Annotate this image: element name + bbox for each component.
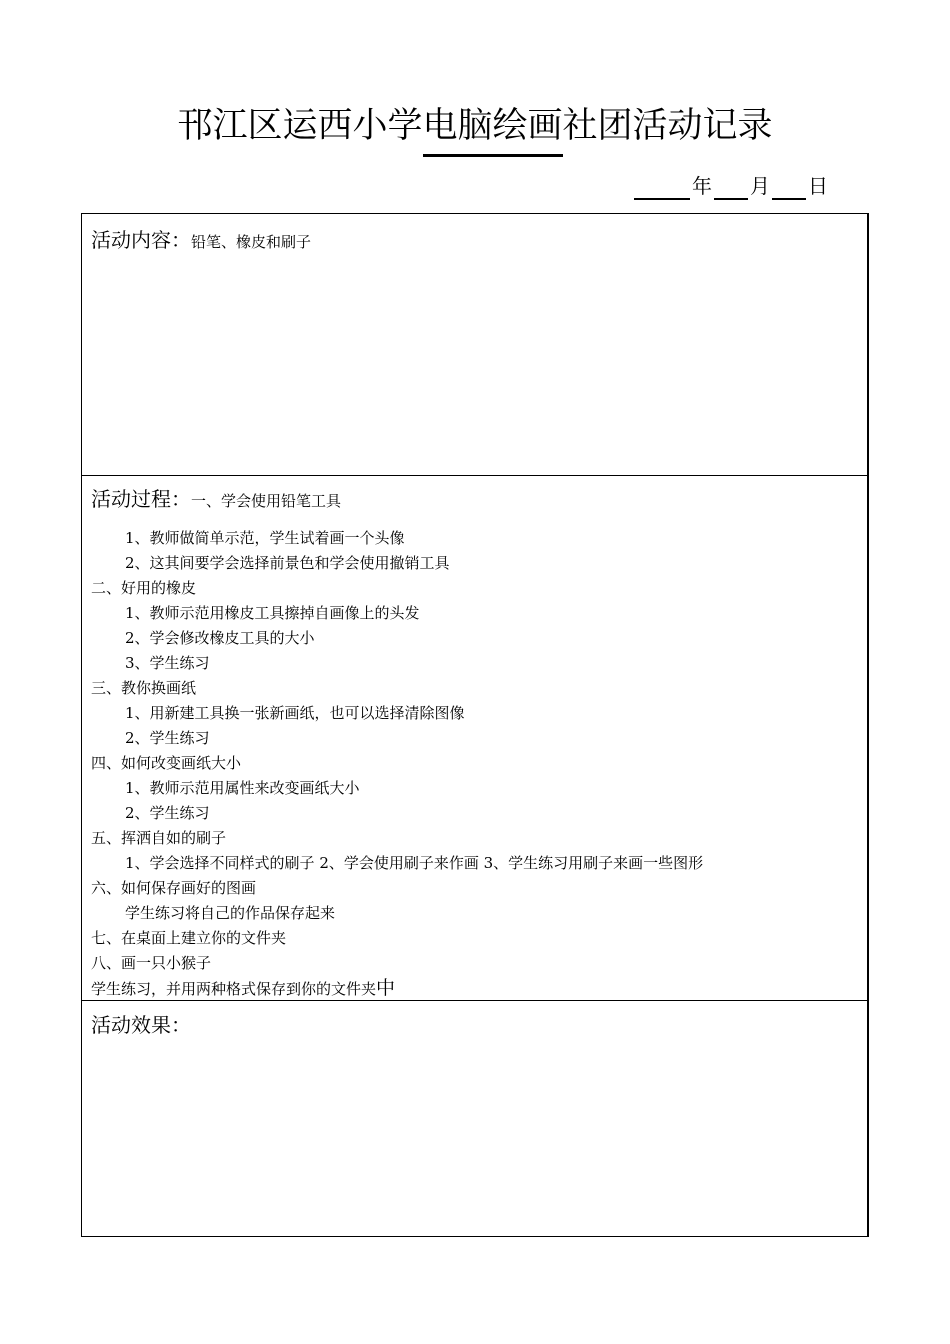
process-last-line-text: 学生练习，并用两种格式保存到你的文件夹 (91, 980, 377, 998)
process-line: 八、画一只小猴子 (91, 954, 212, 972)
activity-content-value: 铅笔、橡皮和刷子 (191, 233, 312, 251)
process-line: 四、如何改变画纸大小 (91, 754, 242, 772)
process-line: 1、学会选择不同样式的刷子 2、学会使用刷子来作画 3、学生练习用刷子来画一些图形 (125, 854, 704, 872)
process-line: 学生练习将自己的作品保存起来 (125, 904, 336, 922)
process-line: 六、如何保存画好的图画 (91, 879, 257, 897)
year-blank[interactable] (634, 172, 690, 200)
month-blank[interactable] (714, 172, 748, 200)
process-line: 五、挥洒自如的刷子 (91, 829, 227, 847)
process-line: 3、学生练习 (125, 654, 210, 672)
process-line: 三、教你换画纸 (91, 679, 197, 697)
process-line: 1、教师做简单示范，学生试着画一个头像 (125, 529, 405, 547)
day-blank[interactable] (772, 172, 806, 200)
process-line: 1、用新建工具换一张新画纸，也可以选择清除图像 (125, 704, 465, 722)
year-unit: 年 (692, 174, 712, 198)
activity-content-label: 活动内容： (91, 228, 191, 252)
process-line: 2、这其间要学会选择前景色和学会使用撤销工具 (125, 554, 450, 572)
process-line: 二、好用的橡皮 (91, 579, 197, 597)
activity-process-label: 活动过程： (91, 487, 191, 511)
process-lines (91, 526, 857, 1001)
month-unit: 月 (750, 174, 770, 198)
process-line: 2、学生练习 (125, 729, 210, 747)
process-line: 1、教师示范用属性来改变画纸大小 (125, 779, 360, 797)
process-line: 1、教师示范用橡皮工具擦掉自画像上的头发 (125, 604, 420, 622)
process-first-item: 一、学会使用铅笔工具 (191, 492, 342, 510)
page-title: 邗江区运西小学电脑绘画社团活动记录 (177, 106, 773, 146)
day-unit: 日 (808, 174, 828, 198)
activity-effect-section (82, 1001, 867, 1238)
date-line (634, 172, 830, 204)
activity-effect-label: 活动效果： (91, 1013, 191, 1037)
record-table (81, 213, 869, 1237)
process-line: 2、学生练习 (125, 804, 210, 822)
activity-process-section (82, 476, 867, 1001)
activity-content-section (82, 214, 867, 476)
process-last-line-char: 中 (376, 977, 396, 999)
process-line: 七、在桌面上建立你的文件夹 (91, 929, 287, 947)
process-line: 2、学会修改橡皮工具的大小 (125, 629, 315, 647)
process-last-line (91, 976, 857, 1001)
title-underline (423, 154, 563, 157)
